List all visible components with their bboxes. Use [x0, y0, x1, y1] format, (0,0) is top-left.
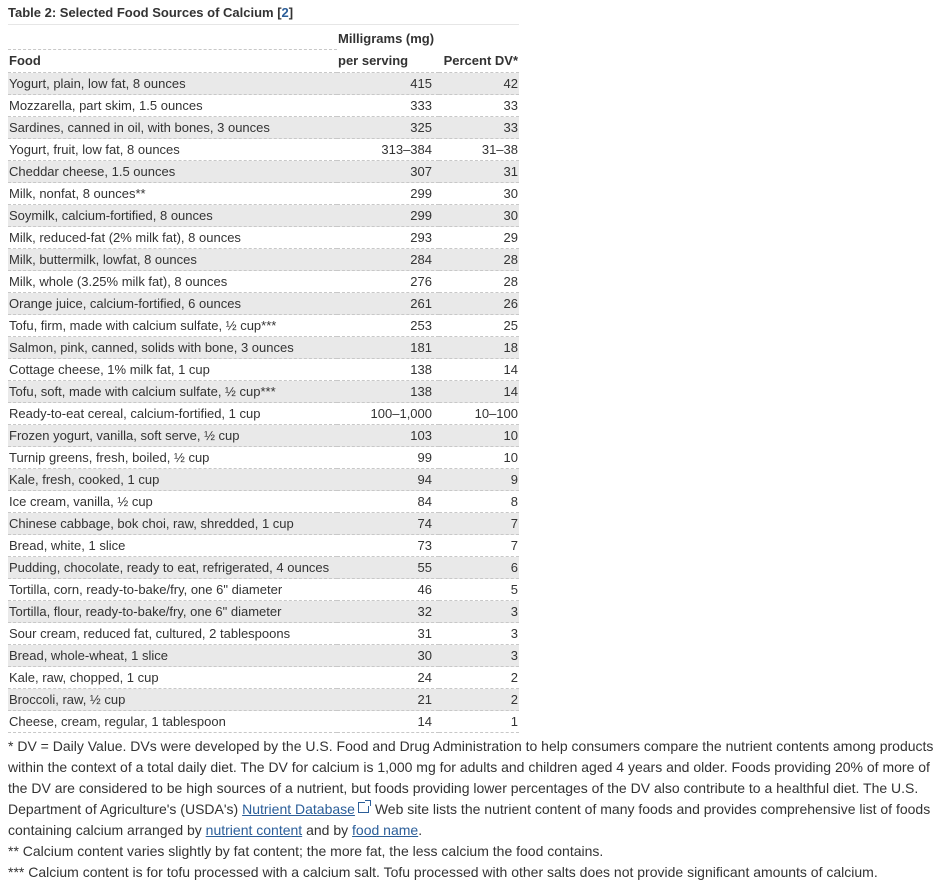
- food-cell: Cheddar cheese, 1.5 ounces: [8, 161, 337, 183]
- percent-dv-cell: 33: [439, 95, 519, 117]
- mg-cell: 32: [337, 601, 439, 623]
- mg-cell: 299: [337, 205, 439, 227]
- percent-dv-cell: 28: [439, 249, 519, 271]
- table-row: [8, 359, 519, 381]
- food-cell: Orange juice, calcium-fortified, 6 ounces: [8, 293, 337, 315]
- mg-cell: 30: [337, 645, 439, 667]
- table-row: [8, 73, 519, 95]
- percent-dv-cell: 25: [439, 315, 519, 337]
- percent-dv-cell: 2: [439, 689, 519, 711]
- external-link-icon: [358, 802, 369, 813]
- food-cell: Cottage cheese, 1% milk fat, 1 cup: [8, 359, 337, 381]
- percent-dv-cell: 10: [439, 447, 519, 469]
- food-cell: Pudding, chocolate, ready to eat, refrigerated, 4 ounces: [8, 557, 337, 579]
- mg-cell: 276: [337, 271, 439, 293]
- nutrient-database-link[interactable]: Nutrient Database: [242, 801, 355, 817]
- percent-dv-cell: 2: [439, 667, 519, 689]
- mg-cell: 253: [337, 315, 439, 337]
- mg-cell: 24: [337, 667, 439, 689]
- percent-dv-cell: 14: [439, 359, 519, 381]
- table-row: [8, 579, 519, 601]
- percent-dv-cell: 33: [439, 117, 519, 139]
- percent-dv-cell: 28: [439, 271, 519, 293]
- percent-dv-cell: 3: [439, 601, 519, 623]
- percent-dv-cell: 14: [439, 381, 519, 403]
- percent-dv-cell: 26: [439, 293, 519, 315]
- reference-link[interactable]: 2: [281, 5, 289, 20]
- table-row: [8, 139, 519, 161]
- mg-cell: 94: [337, 469, 439, 491]
- percent-dv-cell: 3: [439, 645, 519, 667]
- food-cell: Yogurt, fruit, low fat, 8 ounces: [8, 139, 337, 161]
- mg-cell: 261: [337, 293, 439, 315]
- food-cell: Yogurt, plain, low fat, 8 ounces: [8, 73, 337, 95]
- table-row: [8, 403, 519, 425]
- table-row: [8, 689, 519, 711]
- table-row: [8, 337, 519, 359]
- table-row: [8, 315, 519, 337]
- caption-text-end: ]: [288, 5, 294, 20]
- food-cell: Ice cream, vanilla, ½ cup: [8, 491, 337, 513]
- mg-cell: 46: [337, 579, 439, 601]
- table-row: [8, 249, 519, 271]
- food-cell: Tofu, firm, made with calcium sulfate, ½ cup***: [8, 315, 337, 337]
- table-row: [8, 623, 519, 645]
- mg-cell: 325: [337, 117, 439, 139]
- food-cell: Salmon, pink, canned, solids with bone, 3 ounces: [8, 337, 337, 359]
- percent-dv-cell: 3: [439, 623, 519, 645]
- percent-dv-cell: 6: [439, 557, 519, 579]
- table-row: [8, 271, 519, 293]
- header-food: Food: [8, 50, 337, 73]
- table-row: [8, 447, 519, 469]
- percent-dv-cell: 30: [439, 183, 519, 205]
- percent-dv-cell: 29: [439, 227, 519, 249]
- mg-cell: 100–1,000: [337, 403, 439, 425]
- footnote-text: * DV = Daily Value. DVs were developed by the U.S. Food and Drug Administration to help consumers compare the nutrient contents among products within the context of a total daily diet. The DV for calcium is 1,000 mg for adults and children aged 4 years and older. Foods providing 20% of more of the DV are considered to be high sources of a nutrient, but foods providing lower percentages of the DV also contribute to a healthful diet. The U.S. Department of Agriculture's (USDA's): [8, 738, 934, 817]
- food-cell: Chinese cabbage, bok choi, raw, shredded, 1 cup: [8, 513, 337, 535]
- food-cell: Milk, buttermilk, lowfat, 8 ounces: [8, 249, 337, 271]
- table-row: [8, 711, 519, 733]
- mg-cell: 14: [337, 711, 439, 733]
- percent-dv-cell: 7: [439, 513, 519, 535]
- footnote-tofu: *** Calcium content is for tofu processed with a calcium salt. Tofu processed with other salts does not provide significant amounts of calcium.: [8, 864, 878, 880]
- food-cell: Broccoli, raw, ½ cup: [8, 689, 337, 711]
- percent-dv-cell: 10: [439, 425, 519, 447]
- calcium-sources-table: [8, 25, 519, 733]
- footnotes: [8, 736, 943, 883]
- food-cell: Cheese, cream, regular, 1 tablespoon: [8, 711, 337, 733]
- food-cell: Tofu, soft, made with calcium sulfate, ½ cup***: [8, 381, 337, 403]
- food-name-link[interactable]: food name: [352, 822, 419, 838]
- mg-cell: 73: [337, 535, 439, 557]
- food-cell: Sardines, canned in oil, with bones, 3 ounces: [8, 117, 337, 139]
- table-row: [8, 491, 519, 513]
- food-cell: Frozen yogurt, vanilla, soft serve, ½ cup: [8, 425, 337, 447]
- footnote-text: Web site lists the nutrient content of many foods and provides comprehensive list of foods containing calcium arranged by: [8, 801, 931, 838]
- mg-cell: 55: [337, 557, 439, 579]
- table-row: [8, 381, 519, 403]
- mg-cell: 103: [337, 425, 439, 447]
- percent-dv-cell: 10–100: [439, 403, 519, 425]
- percent-dv-cell: 7: [439, 535, 519, 557]
- footnote-text: .: [418, 822, 423, 838]
- footnote-dv: [8, 736, 943, 841]
- mg-cell: 313–384: [337, 139, 439, 161]
- mg-cell: 307: [337, 161, 439, 183]
- mg-cell: 138: [337, 359, 439, 381]
- mg-cell: 21: [337, 689, 439, 711]
- header-percent-dv: Percent DV*: [439, 50, 519, 73]
- mg-cell: 415: [337, 73, 439, 95]
- percent-dv-cell: 5: [439, 579, 519, 601]
- table-caption: [8, 0, 519, 25]
- table-row: [8, 293, 519, 315]
- caption-text: Table 2: Selected Food Sources of Calcium [: [8, 5, 282, 20]
- food-cell: Milk, nonfat, 8 ounces**: [8, 183, 337, 205]
- mg-cell: 181: [337, 337, 439, 359]
- percent-dv-cell: 42: [439, 73, 519, 95]
- mg-cell: 293: [337, 227, 439, 249]
- header-mg-line2: per serving: [337, 50, 439, 73]
- table-row: [8, 601, 519, 623]
- percent-dv-cell: 18: [439, 337, 519, 359]
- food-cell: Bread, white, 1 slice: [8, 535, 337, 557]
- table-row: [8, 227, 519, 249]
- table-row: [8, 645, 519, 667]
- mg-cell: 299: [337, 183, 439, 205]
- percent-dv-cell: 31–38: [439, 139, 519, 161]
- food-cell: Milk, whole (3.25% milk fat), 8 ounces: [8, 271, 337, 293]
- table-row: [8, 95, 519, 117]
- mg-cell: 31: [337, 623, 439, 645]
- percent-dv-cell: 30: [439, 205, 519, 227]
- table-row: [8, 161, 519, 183]
- food-cell: Milk, reduced-fat (2% milk fat), 8 ounces: [8, 227, 337, 249]
- food-cell: Kale, raw, chopped, 1 cup: [8, 667, 337, 689]
- mg-cell: 284: [337, 249, 439, 271]
- table-body: [8, 73, 519, 733]
- header-mg-line1: Milligrams (mg): [338, 30, 435, 46]
- food-cell: Tortilla, flour, ready-to-bake/fry, one 6" diameter: [8, 601, 337, 623]
- table-row: [8, 425, 519, 447]
- food-cell: Sour cream, reduced fat, cultured, 2 tablespoons: [8, 623, 337, 645]
- percent-dv-cell: 31: [439, 161, 519, 183]
- mg-cell: 333: [337, 95, 439, 117]
- footnote-fat-content: ** Calcium content varies slightly by fat content; the more fat, the less calcium the food contains.: [8, 843, 604, 859]
- mg-cell: 74: [337, 513, 439, 535]
- table-row: [8, 205, 519, 227]
- header-blank-2: [439, 25, 519, 50]
- table-row: [8, 183, 519, 205]
- table-row: [8, 667, 519, 689]
- mg-cell: 99: [337, 447, 439, 469]
- footnote-text: and by: [302, 822, 353, 838]
- food-cell: Bread, whole-wheat, 1 slice: [8, 645, 337, 667]
- food-cell: Ready-to-eat cereal, calcium-fortified, 1 cup: [8, 403, 337, 425]
- mg-cell: 138: [337, 381, 439, 403]
- food-cell: Tortilla, corn, ready-to-bake/fry, one 6" diameter: [8, 579, 337, 601]
- mg-cell: 84: [337, 491, 439, 513]
- table-row: [8, 557, 519, 579]
- food-cell: Turnip greens, fresh, boiled, ½ cup: [8, 447, 337, 469]
- table-row: [8, 535, 519, 557]
- percent-dv-cell: 1: [439, 711, 519, 733]
- header-blank: [8, 25, 337, 50]
- food-cell: Kale, fresh, cooked, 1 cup: [8, 469, 337, 491]
- food-cell: Soymilk, calcium-fortified, 8 ounces: [8, 205, 337, 227]
- table-row: [8, 117, 519, 139]
- table-row: [8, 469, 519, 491]
- food-cell: Mozzarella, part skim, 1.5 ounces: [8, 95, 337, 117]
- percent-dv-cell: 8: [439, 491, 519, 513]
- percent-dv-cell: 9: [439, 469, 519, 491]
- table-row: [8, 513, 519, 535]
- nutrient-content-link[interactable]: nutrient content: [205, 822, 303, 838]
